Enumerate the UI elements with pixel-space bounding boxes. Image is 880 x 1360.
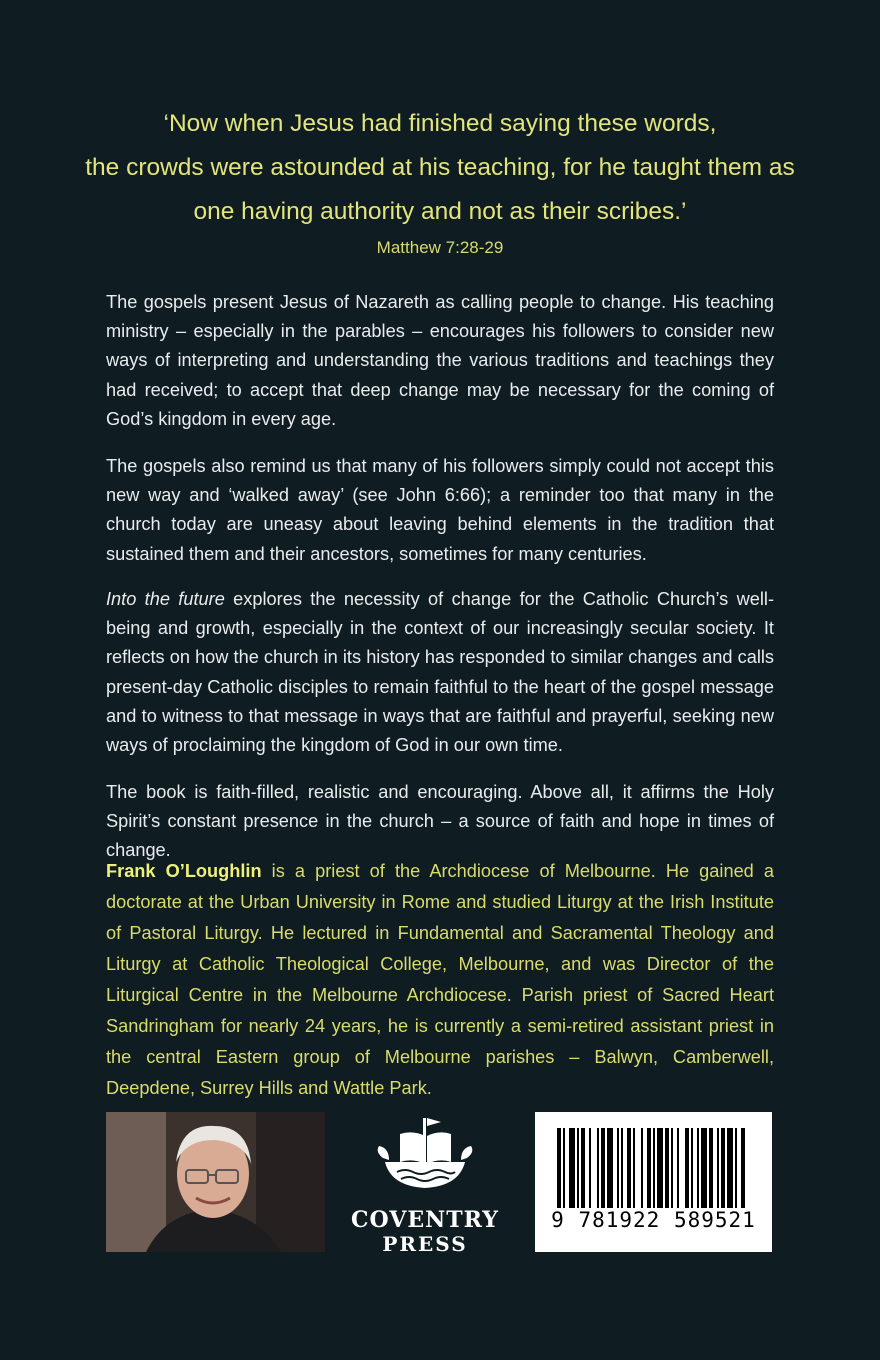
ship-icon: [345, 1112, 505, 1207]
epigraph-quote: [0, 102, 880, 234]
quote-reference: Matthew 7:28-29: [376, 238, 504, 257]
blurb-paragraph-3-text: explores the necessity of change for the Catholic Church’s well-being and growth, especially in the context of our increasingly secular society. It reflects on how the church in its history has responded to similar changes and calls present-day Catholic disciples to remain faithful to the heart of the gospel message and to witness to that message in ways that are faithful and prayerful, seeking new ways of proclaiming the kingdom of God in our own time.: [106, 589, 775, 756]
barcode-bars: [535, 1112, 772, 1212]
blurb-paragraph-1: The gospels present Jesus of Nazareth as calling people to change. His teaching ministry – especially in the parables – encourages his followers to consider new ways of interpreting and understanding the various traditions and teachings they had received; to accept that deep change may be necessary for the coming of God’s kingdom in every age.: [106, 292, 774, 429]
author-name: Frank O’Loughlin: [106, 861, 262, 881]
author-bio: [106, 856, 774, 1104]
blurb-paragraph-2: The gospels also remind us that many of his followers simply could not accept this new way and ‘walked away’ (see John 6:66); a reminder too that many in the church today are uneasy about leaving behind elements in the tradition that sustained them and their ancestors, sometimes for many centuries.: [106, 456, 774, 564]
publisher-sub: PRESS: [382, 1232, 468, 1256]
blurb-paragraph-3: [106, 585, 774, 760]
publisher-logo: [345, 1112, 505, 1257]
isbn-barcode: [535, 1112, 772, 1252]
quote-line-1: ‘Now when Jesus had finished saying these words,: [163, 110, 717, 137]
quote-line-2: the crowds were astounded at his teaching, for he taught them as: [85, 154, 795, 181]
author-bio-text: is a priest of the Archdiocese of Melbourne. He gained a doctorate at the Urban University in Rome and studied Liturgy at the Irish Institute of Pastoral Liturgy. He lectured in Fundamental and Sacramental Theology and Liturgy at Catholic Theological College, Melbourne, and was Director of the Liturgical Centre in the Melbourne Archdiocese. Parish priest of Sacred Heart Sandringham for nearly 24 years, he is currently a semi-retired assistant priest in the central Eastern group of Melbourne parishes – Balwyn, Camberwell, Deepdene, Surrey Hills and Wattle Park.: [106, 861, 775, 1098]
quote-line-3: one having authority and not as their scribes.’: [193, 198, 687, 225]
isbn-number: 9 781922 589521: [551, 1208, 756, 1232]
author-portrait-illustration: [106, 1112, 325, 1252]
publisher-name: COVENTRY: [351, 1207, 499, 1233]
author-photo: [106, 1112, 325, 1252]
blurb-paragraph-4: The book is faith-filled, realistic and encouraging. Above all, it affirms the Holy Spirit’s constant presence in the church – a source of faith and hope in times of change.: [106, 782, 774, 861]
book-title: Into the future: [106, 589, 225, 609]
